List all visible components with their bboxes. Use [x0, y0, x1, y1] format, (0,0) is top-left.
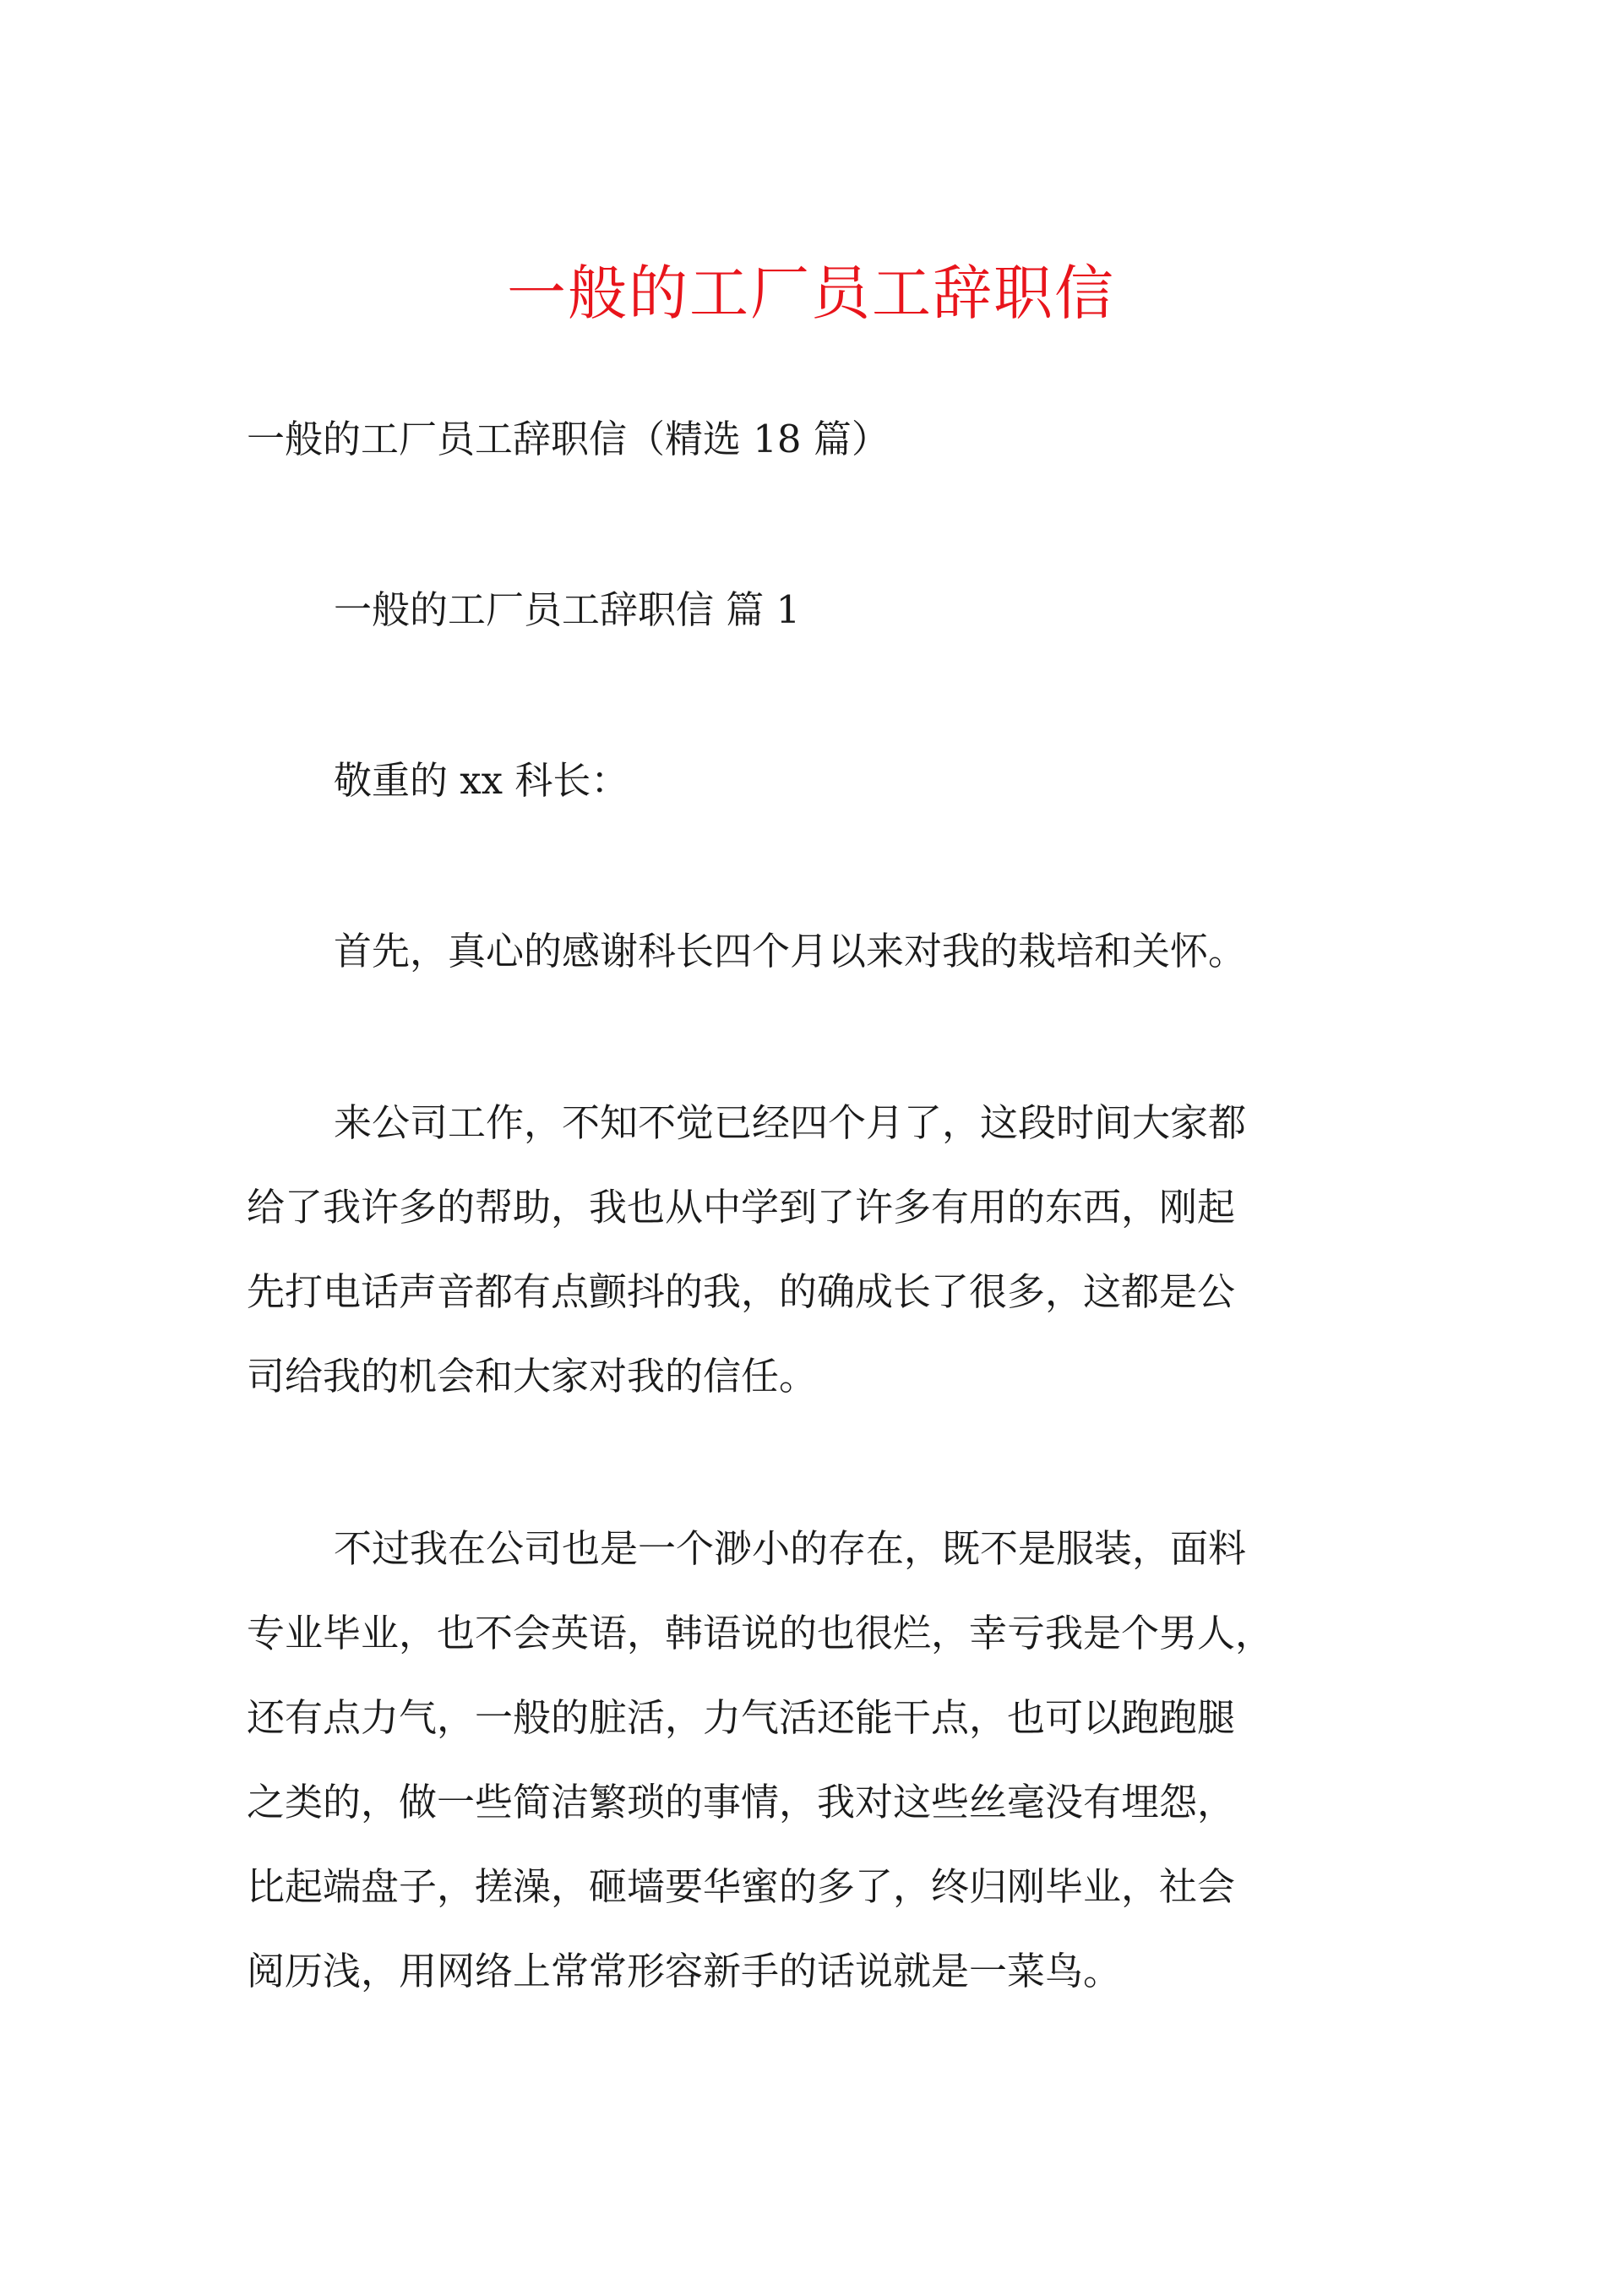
paragraph-line: 不过我在公司也是一个渺小的存在，既不是服装，面料 [334, 1526, 1247, 1571]
section-heading: 一般的工厂员工辞职信 篇 1 [334, 587, 801, 632]
paragraph-line: 阅历浅，用网络上常常形容新手的话说就是一菜鸟。 [247, 1949, 1122, 1993]
paragraph-line: 比起端盘子，搓澡，砸墙要华蜜的多了，终归刚毕业，社会 [247, 1864, 1236, 1909]
paragraph-line: 来公司工作，不知不觉已经四个月了，这段时间大家都 [334, 1100, 1247, 1145]
paragraph-line: 给了我许多的帮助，我也从中学到了许多有用的东西，刚起 [247, 1185, 1236, 1230]
paragraph-3 [247, 1507, 1383, 2014]
paragraph-line: 之类的，做一些简洁繁琐的事情，我对这些丝毫没有埋怨， [247, 1780, 1236, 1824]
document-subtitle: 一般的工厂员工辞职信（精选 18 篇） [247, 417, 890, 461]
salutation: 敬重的 xx 科长： [334, 758, 629, 803]
paragraph-line: 还有点力气，一般的脏活，力气活还能干点，也可以跑跑腿 [247, 1695, 1236, 1740]
paragraph-line: 专业毕业，也不会英语，韩语说的也很烂，幸亏我是个男人， [247, 1611, 1274, 1655]
paragraph-line: 先打电话声音都有点颤抖的我，的确成长了很多，这都是公 [247, 1269, 1236, 1314]
paragraph-line: 司给我的机会和大家对我的信任。 [247, 1354, 818, 1399]
paragraph-1 [247, 909, 1383, 994]
paragraph-line: 首先，真心的感谢科长四个月以来对我的栽培和关怀。 [334, 929, 1247, 973]
paragraph-2 [247, 1081, 1383, 1419]
document-title: 一般的工厂员工辞职信 [507, 259, 1115, 328]
